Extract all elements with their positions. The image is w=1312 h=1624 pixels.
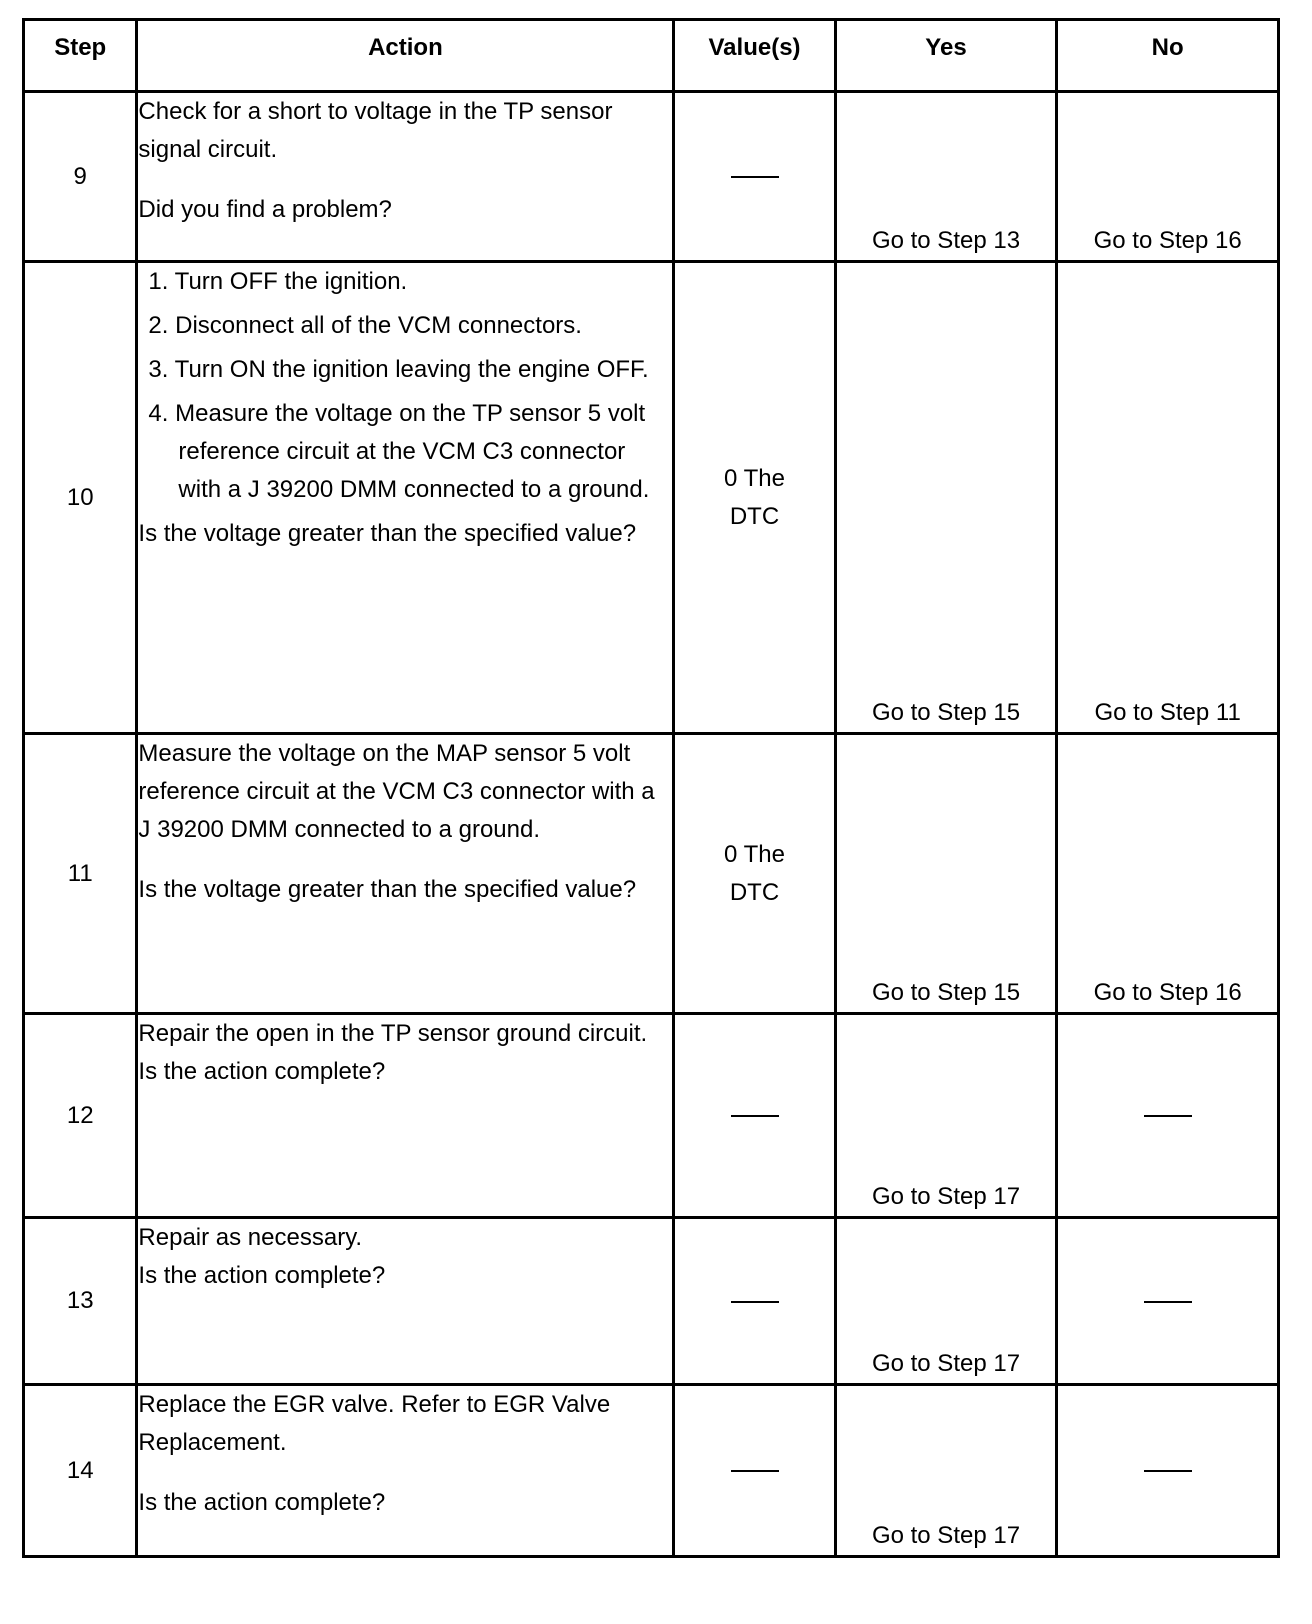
no-cell: Go to Step 16 xyxy=(1057,734,1279,1014)
header-action: Action xyxy=(137,20,674,92)
no-value-dash xyxy=(1144,1301,1192,1303)
action-cell xyxy=(137,262,674,734)
step-number: 9 xyxy=(24,92,137,262)
action-question: Is the action complete? xyxy=(138,1489,386,1516)
no-value-dash xyxy=(1144,1115,1192,1117)
action-cell xyxy=(137,1385,674,1557)
list-item: 1. Turn OFF the ignition. xyxy=(148,268,408,295)
no-cell xyxy=(1057,1385,1279,1557)
no-value-dash xyxy=(731,176,779,178)
value-text: 0 The DTC xyxy=(724,840,785,906)
step-number: 11 xyxy=(24,734,137,1014)
yes-cell: Go to Step 17 xyxy=(835,1218,1057,1385)
list-item: 2. Disconnect all of the VCM connectors. xyxy=(148,312,582,339)
step-number: 14 xyxy=(24,1385,137,1557)
step-number: 10 xyxy=(24,262,137,734)
yes-cell: Go to Step 15 xyxy=(835,262,1057,734)
value-cell xyxy=(674,1218,835,1385)
header-values: Value(s) xyxy=(674,20,835,92)
value-cell xyxy=(674,92,835,262)
value-cell xyxy=(674,1385,835,1557)
header-row xyxy=(24,20,1279,92)
no-value-dash xyxy=(731,1115,779,1117)
value-cell xyxy=(674,262,835,734)
value-cell xyxy=(674,1014,835,1218)
yes-cell: Go to Step 13 xyxy=(835,92,1057,262)
yes-cell: Go to Step 15 xyxy=(835,734,1057,1014)
table-row-step-11 xyxy=(24,734,1279,1014)
no-value-dash xyxy=(1144,1470,1192,1472)
table-row-step-10 xyxy=(24,262,1279,734)
action-question: Is the voltage greater than the specified value? xyxy=(138,876,637,903)
action-question: Did you find a problem? xyxy=(138,196,392,223)
action-text: Measure the voltage on the MAP sensor 5 volt reference circuit at the VCM C3 connector with a J 39200 DMM connected to a ground. xyxy=(138,740,655,843)
action-question: Is the action complete? xyxy=(138,1262,386,1289)
action-cell xyxy=(137,1014,674,1218)
step-number: 12 xyxy=(24,1014,137,1218)
list-item: 4. Measure the voltage on the TP sensor 5 volt reference circuit at the VCM C3 connector with a J 39200 DMM connected to a ground. xyxy=(148,400,650,503)
action-text: Repair as necessary. xyxy=(138,1224,363,1251)
value-text: 0 The DTC xyxy=(724,464,785,530)
no-cell: Go to Step 11 xyxy=(1057,262,1279,734)
action-text: Replace the EGR valve. Refer to EGR Valve Replacement. xyxy=(138,1391,611,1456)
yes-cell: Go to Step 17 xyxy=(835,1385,1057,1557)
no-cell xyxy=(1057,1014,1279,1218)
table-row-step-14 xyxy=(24,1385,1279,1557)
action-text: Repair the open in the TP sensor ground circuit. xyxy=(138,1020,648,1047)
action-cell xyxy=(137,92,674,262)
action-question: Is the action complete? xyxy=(138,1058,386,1085)
header-yes: Yes xyxy=(835,20,1057,92)
header-no: No xyxy=(1057,20,1279,92)
table-row-step-13 xyxy=(24,1218,1279,1385)
yes-cell: Go to Step 17 xyxy=(835,1014,1057,1218)
step-number: 13 xyxy=(24,1218,137,1385)
action-text: Check for a short to voltage in the TP sensor signal circuit. xyxy=(138,98,613,163)
action-cell xyxy=(137,734,674,1014)
value-cell xyxy=(674,734,835,1014)
no-cell xyxy=(1057,1218,1279,1385)
diagnostic-table xyxy=(22,18,1280,1558)
no-cell: Go to Step 16 xyxy=(1057,92,1279,262)
action-list xyxy=(138,263,672,509)
no-value-dash xyxy=(731,1470,779,1472)
header-step: Step xyxy=(24,20,137,92)
list-item: 3. Turn ON the ignition leaving the engine OFF. xyxy=(148,356,649,383)
no-value-dash xyxy=(731,1301,779,1303)
table-row-step-9 xyxy=(24,92,1279,262)
table-row-step-12 xyxy=(24,1014,1279,1218)
action-cell xyxy=(137,1218,674,1385)
action-question: Is the voltage greater than the specified value? xyxy=(138,520,637,547)
